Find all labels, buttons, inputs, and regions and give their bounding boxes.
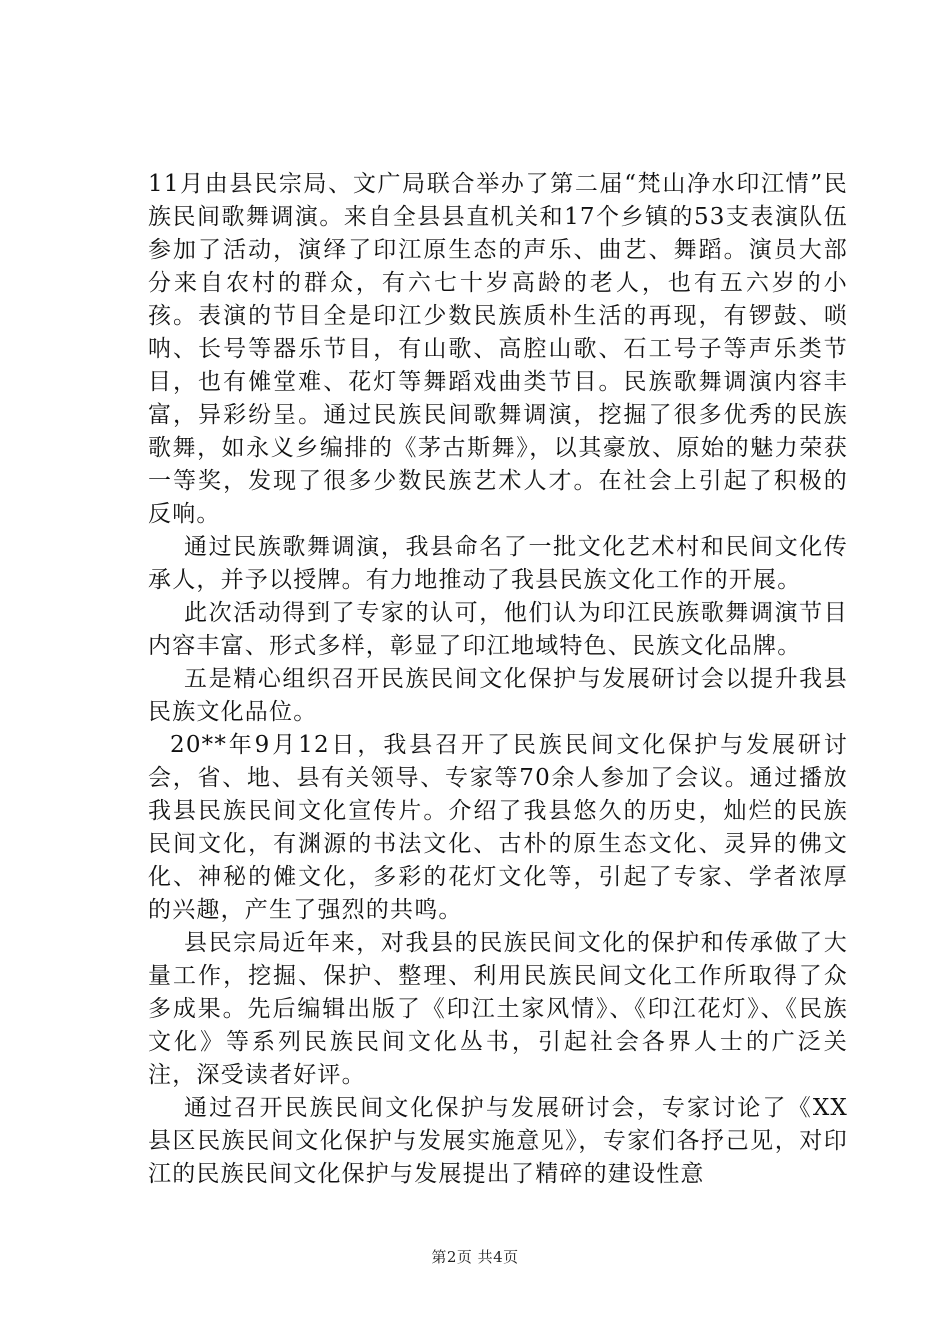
page-number-footer: 第2页 共4页 xyxy=(431,1248,519,1266)
paragraph-4: 20**年9月12日，我县召开了民族民间文化保护与发展研讨会，省、地、县有关领导、专家等70余人参加了会议。通过播放我县民族民间文化宣传片。介绍了我县悠久的历史，灿烂的民族民间文化，有渊源的书法文化、古朴的原生态文化、灵异的佛文化、神秘的傩文化，多彩的花灯文化等，引起了专家、学者浓厚的兴趣，产生了强烈的共鸣。 xyxy=(148,732,848,923)
paragraph-1: 11月由县民宗局、文广局联合举办了第二届“梵山净水印江情”民族民间歌舞调演。来自全县县直机关和17个乡镇的53支表演队伍参加了活动，演绎了印江原生态的声乐、曲艺、舞蹈。演员大部分来自农村的群众，有六七十岁高龄的老人，也有五六岁的小孩。表演的节目全是印江少数民族质朴生活的再现，有锣鼓、唢呐、长号等器乐节目，有山歌、高腔山歌、石工号子等声乐类节目，也有傩堂难、花灯等舞蹈戏曲类节目。民族歌舞调演内容丰富，异彩纷呈。通过民族民间歌舞调演，挖掘了很多优秀的民族歌舞，如永义乡编排的《茅古斯舞》，以其豪放、原始的魅力荣获一等奖，发现了很多少数民族艺术人才。在社会上引起了积极的反响。 xyxy=(148,171,848,527)
section-heading-5: 五是精心组织召开民族民间文化保护与发展研讨会以提升我县民族文化品位。 xyxy=(148,666,848,725)
paragraph-6: 通过召开民族民间文化保护与发展研讨会，专家讨论了《XX县区民族民间文化保护与发展实施意见》，专家们各抒己见，对印江的民族民间文化保护与发展提出了精碎的建设性意 xyxy=(148,1095,848,1187)
paragraph-3: 此次活动得到了专家的认可，他们认为印江民族歌舞调演节目内容丰富、形式多样，彰显了印江地域特色、民族文化品牌。 xyxy=(148,600,848,659)
paragraph-2: 通过民族歌舞调演，我县命名了一批文化艺术村和民间文化传承人，并予以授牌。有力地推动了我县民族文化工作的开展。 xyxy=(148,534,848,593)
paragraph-5: 县民宗局近年来，对我县的民族民间文化的保护和传承做了大量工作，挖掘、保护、整理、利用民族民间文化工作所取得了众多成果。先后编辑出版了《印江土家风情》、《印江花灯》、《民族文化》等系列民族民间文化丛书，引起社会各界人士的广泛关注，深受读者好评。 xyxy=(148,930,848,1088)
document-body xyxy=(148,168,848,1191)
